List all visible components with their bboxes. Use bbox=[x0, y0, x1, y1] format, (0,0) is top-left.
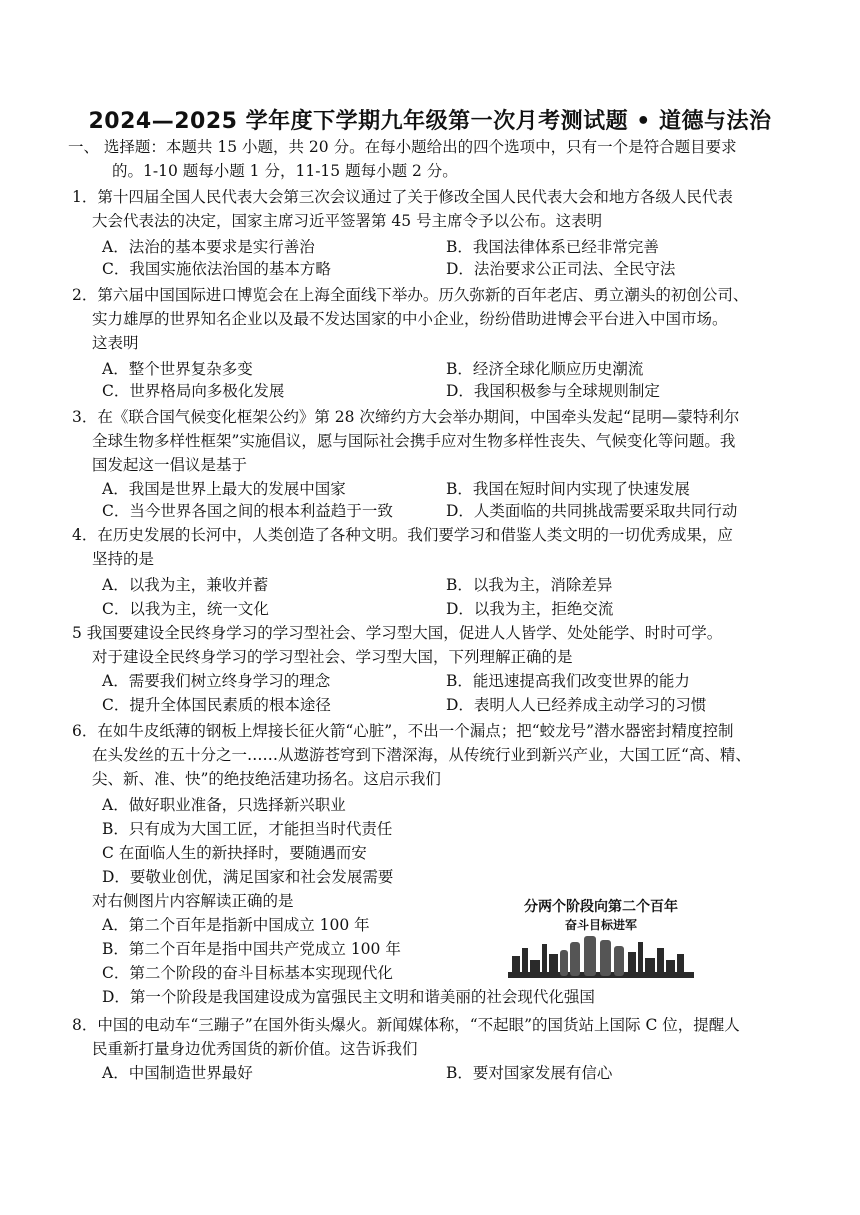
q6-stem-1: 6．在如牛皮纸薄的钢板上焊接长征火箭“心脏”，不出一个漏点；把“蛟龙号”潜水器密封精度控制 bbox=[72, 722, 734, 740]
q5-option-a: A．需要我们树立终身学习的理念 bbox=[102, 672, 331, 690]
q1-option-d: D．法治要求公正司法、全民守法 bbox=[446, 260, 676, 278]
q5-option-b: B．能迅速提高我们改变世界的能力 bbox=[446, 672, 690, 690]
q8-stem-2: 民重新打量身边优秀国货的新价值。这告诉我们 bbox=[92, 1040, 418, 1058]
q3-option-d: D．人类面临的共同挑战需要采取共同行动 bbox=[446, 502, 738, 520]
q2-stem-2: 实力雄厚的世界知名企业以及最不发达国家的中小企业，纷纷借助进博会平台进入中国市场。 bbox=[92, 310, 728, 328]
q5-option-d: D．表明人人已经养成主动学习的习惯 bbox=[446, 696, 707, 714]
q8-option-b: B．要对国家发展有信心 bbox=[446, 1064, 613, 1082]
q5-option-c: C．提升全体国民素质的根本途径 bbox=[102, 696, 331, 714]
q4-option-c: C．以我为主，统一文化 bbox=[102, 600, 269, 618]
q4-option-d: D．以我为主，拒绝交流 bbox=[446, 600, 614, 618]
q1-option-a: A．法治的基本要求是实行善治 bbox=[102, 238, 315, 256]
exam-title: 2024—2025 学年度下学期九年级第一次月考测试题 • 道德与法治 bbox=[88, 109, 772, 134]
q3-option-c: C．当今世界各国之间的根本利益趋于一致 bbox=[102, 502, 393, 520]
q1-option-c: C．我国实施依法治国的基本方略 bbox=[102, 260, 331, 278]
q5-stem-2: 对于建设全民终身学习的学习型社会、学习型大国，下列理解正确的是 bbox=[92, 648, 573, 666]
figure-caption-line-1: 分两个阶段向第二个百年 bbox=[524, 899, 678, 915]
q7-option-a: A．第二个百年是指新中国成立 100 年 bbox=[102, 916, 370, 934]
q1-stem-1: 1．第十四届全国人民代表大会第三次会议通过了关于修改全国人民代表大会和地方各级人民代表 bbox=[72, 188, 733, 206]
q7-stem-1: 对右侧图片内容解读正确的是 bbox=[92, 892, 294, 910]
q2-option-d: D．我国积极参与全球规则制定 bbox=[446, 382, 660, 400]
q4-stem-2: 坚持的是 bbox=[92, 550, 155, 568]
section-instruction-line-2: 的。1-10 题每小题 1 分，11-15 题每小题 2 分。 bbox=[112, 162, 458, 180]
q3-option-b: B．我国在短时间内实现了快速发展 bbox=[446, 480, 690, 498]
q7-option-c: C．第二个阶段的奋斗目标基本实现现代化 bbox=[102, 964, 393, 982]
q2-option-b: B．经济全球化顺应历史潮流 bbox=[446, 360, 644, 378]
section-instruction-line-1: 一、 选择题：本题共 15 小题，共 20 分。在每小题给出的四个选项中，只有一个是符合题目要求 bbox=[68, 138, 737, 156]
q2-option-c: C．世界格局向多极化发展 bbox=[102, 382, 285, 400]
q1-stem-2: 大会代表法的决定，国家主席习近平签署第 45 号主席令予以公布。这表明 bbox=[92, 212, 603, 230]
figure-caption-line-2: 奋斗目标进军 bbox=[564, 918, 637, 932]
q4-stem-1: 4．在历史发展的长河中，人类创造了各种文明。我们要学习和借鉴人类文明的一切优秀成果，应 bbox=[72, 526, 733, 544]
q8-stem-1: 8．中国的电动车“三蹦子”在国外街头爆火。新闻媒体称，“不起眼”的国货站上国际 C 位，提醒人 bbox=[72, 1016, 740, 1034]
q5-stem-1: 5 我国要建设全民终身学习的学习型社会、学习型大国，促进人人皆学、处处能学、时时可学。 bbox=[72, 624, 723, 642]
centenary-goal-figure bbox=[508, 894, 694, 982]
q7-option-d: D．第一个阶段是我国建设成为富强民主文明和谐美丽的社会现代化强国 bbox=[102, 988, 595, 1006]
q3-stem-3: 国发起这一倡议是基于 bbox=[92, 456, 248, 474]
q6-option-a: A．做好职业准备，只选择新兴职业 bbox=[102, 796, 346, 814]
q7-option-b: B．第二个百年是指中国共产党成立 100 年 bbox=[102, 940, 401, 958]
raised-fists-city-icon bbox=[508, 934, 694, 978]
q6-option-c: C 在面临人生的新抉择时，要随遇而安 bbox=[102, 844, 367, 862]
q2-stem-3: 这表明 bbox=[92, 334, 139, 352]
q1-option-b: B．我国法律体系已经非常完善 bbox=[446, 238, 659, 256]
q4-option-a: A．以我为主，兼收并蓄 bbox=[102, 576, 269, 594]
q6-stem-3: 尖、新、准、快”的绝技绝活建功扬名。这启示我们 bbox=[92, 770, 441, 788]
q6-option-d: D．要敬业创优，满足国家和社会发展需要 bbox=[102, 868, 394, 886]
q4-option-b: B．以我为主，消除差异 bbox=[446, 576, 613, 594]
q2-option-a: A．整个世界复杂多变 bbox=[102, 360, 253, 378]
q6-option-b: B．只有成为大国工匠，才能担当时代责任 bbox=[102, 820, 393, 838]
q8-option-a: A．中国制造世界最好 bbox=[102, 1064, 253, 1082]
q3-stem-1: 3．在《联合国气候变化框架公约》第 28 次缔约方大会举办期间，中国牵头发起“昆明—蒙特利尔 bbox=[72, 408, 740, 426]
q2-stem-1: 2．第六届中国国际进口博览会在上海全面线下举办。历久弥新的百年老店、勇立潮头的初创公司、 bbox=[72, 286, 749, 304]
q3-stem-2: 全球生物多样性框架”实施倡议，愿与国际社会携手应对生物多样性丧失、气候变化等问题。我 bbox=[92, 432, 736, 450]
q3-option-a: A．我国是世界上最大的发展中国家 bbox=[102, 480, 346, 498]
q6-stem-2: 在头发丝的五十分之一……从遨游苍穹到下潜深海，从传统行业到新兴产业，大国工匠“高、精、 bbox=[92, 746, 751, 764]
